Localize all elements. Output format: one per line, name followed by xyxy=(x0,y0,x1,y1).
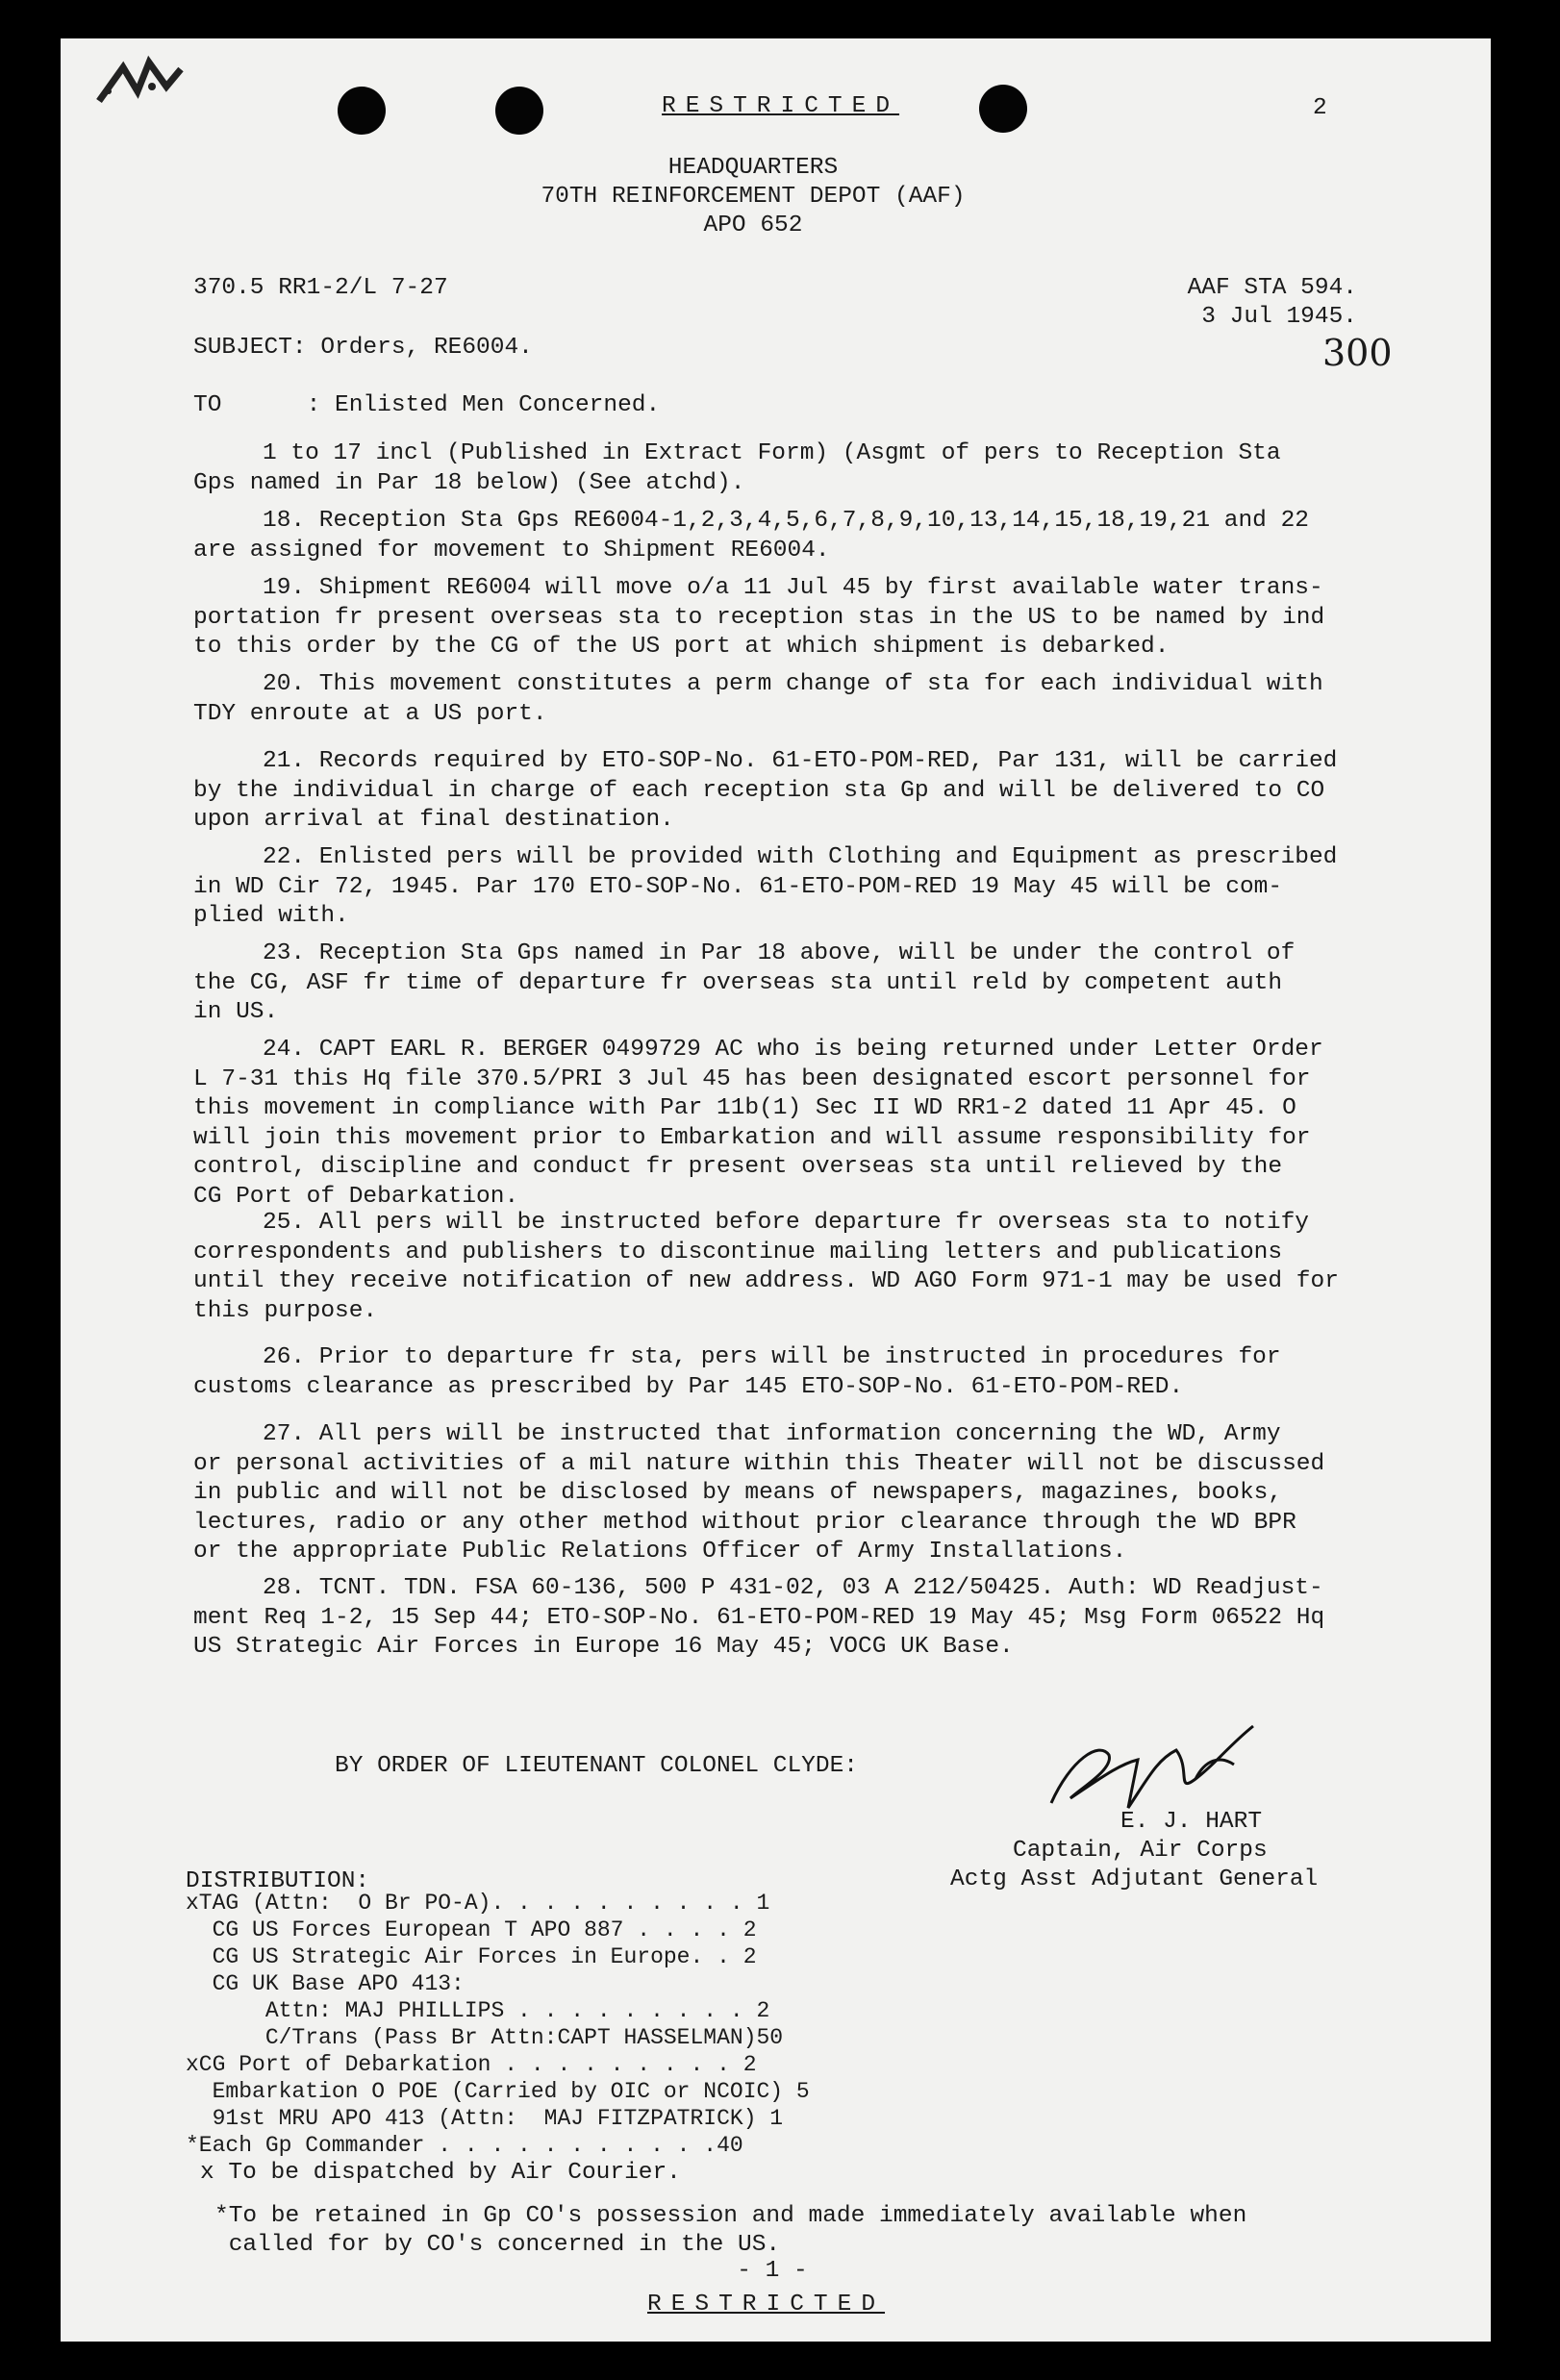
paragraph-line: 20. This movement constitutes a perm change of sta for each individual with xyxy=(263,671,1323,697)
punch-hole-3 xyxy=(979,85,1027,133)
paragraph-line: lectures, radio or any other method without prior clearance through the WD BPR xyxy=(193,1509,1296,1536)
distribution-item: xTAG (Attn: O Br PO-A). . . . . . . . . . 1 xyxy=(186,1891,770,1916)
signature-title-1: Captain, Air Corps xyxy=(1013,1838,1268,1864)
paragraph-line: 21. Records required by ETO-SOP-No. 61-ETO-POM-RED, Par 131, will be carried xyxy=(263,748,1338,774)
footer-page-label: - 1 - xyxy=(737,2258,808,2284)
stamp-number: 300 xyxy=(1322,332,1393,374)
letterhead-unit: 70TH REINFORCEMENT DEPOT (AAF) xyxy=(541,184,966,210)
page-number: 2 xyxy=(1313,95,1327,121)
distribution-item: Attn: MAJ PHILLIPS . . . . . . . . . 2 xyxy=(186,1998,770,2023)
distribution-item: xCG Port of Debarkation . . . . . . . . . 2 xyxy=(186,2052,757,2077)
distribution-note-retain-1: *To be retained in Gp CO's possession and made immediately available when xyxy=(214,2203,1247,2229)
paragraph-line: until they receive notification of new address. WD AGO Form 971-1 may be used for xyxy=(193,1268,1339,1294)
paragraph-line: CG Port of Debarkation. xyxy=(193,1183,519,1210)
distribution-item: C/Trans (Pass Br Attn:CAPT HASSELMAN)50 xyxy=(186,2025,784,2050)
letterhead-hq: HEADQUARTERS xyxy=(667,155,839,181)
paragraph-line: Gps named in Par 18 below) (See atchd). xyxy=(193,469,745,496)
paragraph-line: 1 to 17 incl (Published in Extract Form) (Asgmt of pers to Reception Sta xyxy=(263,440,1281,466)
paragraph-line: 19. Shipment RE6004 will move o/a 11 Jul 45 by first available water trans- xyxy=(263,575,1323,601)
paragraph-line: 25. All pers will be instructed before departure fr overseas sta to notify xyxy=(263,1210,1309,1236)
paragraph-line: by the individual in charge of each reception sta Gp and will be delivered to CO xyxy=(193,777,1325,804)
paragraph-line: 27. All pers will be instructed that information concerning the WD, Army xyxy=(263,1421,1281,1447)
paragraph-line: or personal activities of a mil nature within this Theater will not be discussed xyxy=(193,1450,1325,1477)
document-date: 3 Jul 1945. xyxy=(1201,304,1357,330)
punch-hole-2 xyxy=(495,87,543,135)
order-authority: BY ORDER OF LIEUTENANT COLONEL CLYDE: xyxy=(335,1753,858,1779)
to-line: TO : Enlisted Men Concerned. xyxy=(193,392,661,418)
paragraph-line: ment Req 1-2, 15 Sep 44; ETO-SOP-No. 61-ETO-POM-RED 19 May 45; Msg Form 06522 Hq xyxy=(193,1604,1325,1631)
paragraph-line: 22. Enlisted pers will be provided with Clothing and Equipment as prescribed xyxy=(263,844,1338,870)
classification-footer: RESTRICTED xyxy=(647,2292,886,2317)
paragraph-line: in US. xyxy=(193,999,279,1025)
paragraph-line: 23. Reception Sta Gps named in Par 18 above, will be under the control of xyxy=(263,940,1296,966)
paragraph-line: 26. Prior to departure fr sta, pers will be instructed in procedures for xyxy=(263,1344,1281,1370)
paragraph-line: or the appropriate Public Relations Officer of Army Installations. xyxy=(193,1539,1127,1565)
distribution-item: CG UK Base APO 413: xyxy=(186,1971,465,1996)
distribution-note-air-courier: x To be dispatched by Air Courier. xyxy=(200,2160,681,2186)
station: AAF STA 594. xyxy=(1187,275,1357,301)
signature-name: E. J. HART xyxy=(1120,1809,1263,1835)
paragraph-line: 18. Reception Sta Gps RE6004-1,2,3,4,5,6,7,8,9,10,13,14,15,18,19,21 and 22 xyxy=(263,508,1309,534)
letterhead-apo: APO 652 xyxy=(703,213,803,238)
distribution-header: DISTRIBUTION: xyxy=(186,1868,370,1894)
distribution-item: 91st MRU APO 413 (Attn: MAJ FITZPATRICK) 1 xyxy=(186,2106,784,2131)
paragraph-line: 24. CAPT EARL R. BERGER 0499729 AC who is being returned under Letter Order xyxy=(263,1037,1323,1063)
paragraph-line: to this order by the CG of the US port at which shipment is debarked. xyxy=(193,634,1170,660)
distribution-item: CG US Strategic Air Forces in Europe. . 2 xyxy=(186,1944,757,1969)
paragraph-line: correspondents and publishers to discontinue mailing letters and publications xyxy=(193,1239,1283,1265)
paragraph-line: this purpose. xyxy=(193,1297,378,1324)
paragraph-line: control, discipline and conduct fr present overseas sta until relieved by the xyxy=(193,1154,1283,1180)
document-page xyxy=(61,38,1491,2342)
paragraph-line: in public and will not be disclosed by means of newspapers, magazines, books, xyxy=(193,1480,1283,1506)
subject-line: SUBJECT: Orders, RE6004. xyxy=(193,335,533,361)
paragraph-line: L 7-31 this Hq file 370.5/PRI 3 Jul 45 has been designated escort personnel for xyxy=(193,1065,1311,1092)
distribution-item: CG US Forces European T APO 887 . . . . 2 xyxy=(186,1917,757,1942)
paragraph-line: in WD Cir 72, 1945. Par 170 ETO-SOP-No. 61-ETO-POM-RED 19 May 45 will be com- xyxy=(193,873,1283,900)
paragraph-line: this movement in compliance with Par 11b(1) Sec II WD RR1-2 dated 11 Apr 45. O xyxy=(193,1095,1296,1121)
paragraph-line: customs clearance as prescribed by Par 145 ETO-SOP-No. 61-ETO-POM-RED. xyxy=(193,1373,1184,1400)
staple-mark-icon xyxy=(89,48,195,115)
paragraph-line: TDY enroute at a US port. xyxy=(193,700,547,727)
paragraph-line: upon arrival at final destination. xyxy=(193,807,674,833)
classification-header: RESTRICTED xyxy=(662,93,900,119)
paragraph-line: plied with. xyxy=(193,903,349,929)
distribution-item: Embarkation O POE (Carried by OIC or NCOIC) 5 xyxy=(186,2079,810,2104)
paragraph-line: the CG, ASF fr time of departure fr overseas sta until reld by competent auth xyxy=(193,969,1283,996)
signature-title-2: Actg Asst Adjutant General xyxy=(950,1866,1319,1892)
paragraph-line: will join this movement prior to Embarkation and will assume responsibility for xyxy=(193,1124,1311,1151)
punch-hole-1 xyxy=(338,87,386,135)
paragraph-line: US Strategic Air Forces in Europe 16 May 45; VOCG UK Base. xyxy=(193,1634,1014,1660)
paragraph-line: portation fr present overseas sta to reception stas in the US to be named by ind xyxy=(193,604,1325,631)
file-reference: 370.5 RR1-2/L 7-27 xyxy=(193,275,448,301)
paragraph-line: 28. TCNT. TDN. FSA 60-136, 500 P 431-02, 03 A 212/50425. Auth: WD Readjust- xyxy=(263,1575,1323,1601)
paragraph-line: are assigned for movement to Shipment RE6004. xyxy=(193,537,830,564)
distribution-note-retain-2: called for by CO's concerned in the US. xyxy=(214,2232,781,2258)
distribution-item: *Each Gp Commander . . . . . . . . . . .40 xyxy=(186,2133,743,2158)
